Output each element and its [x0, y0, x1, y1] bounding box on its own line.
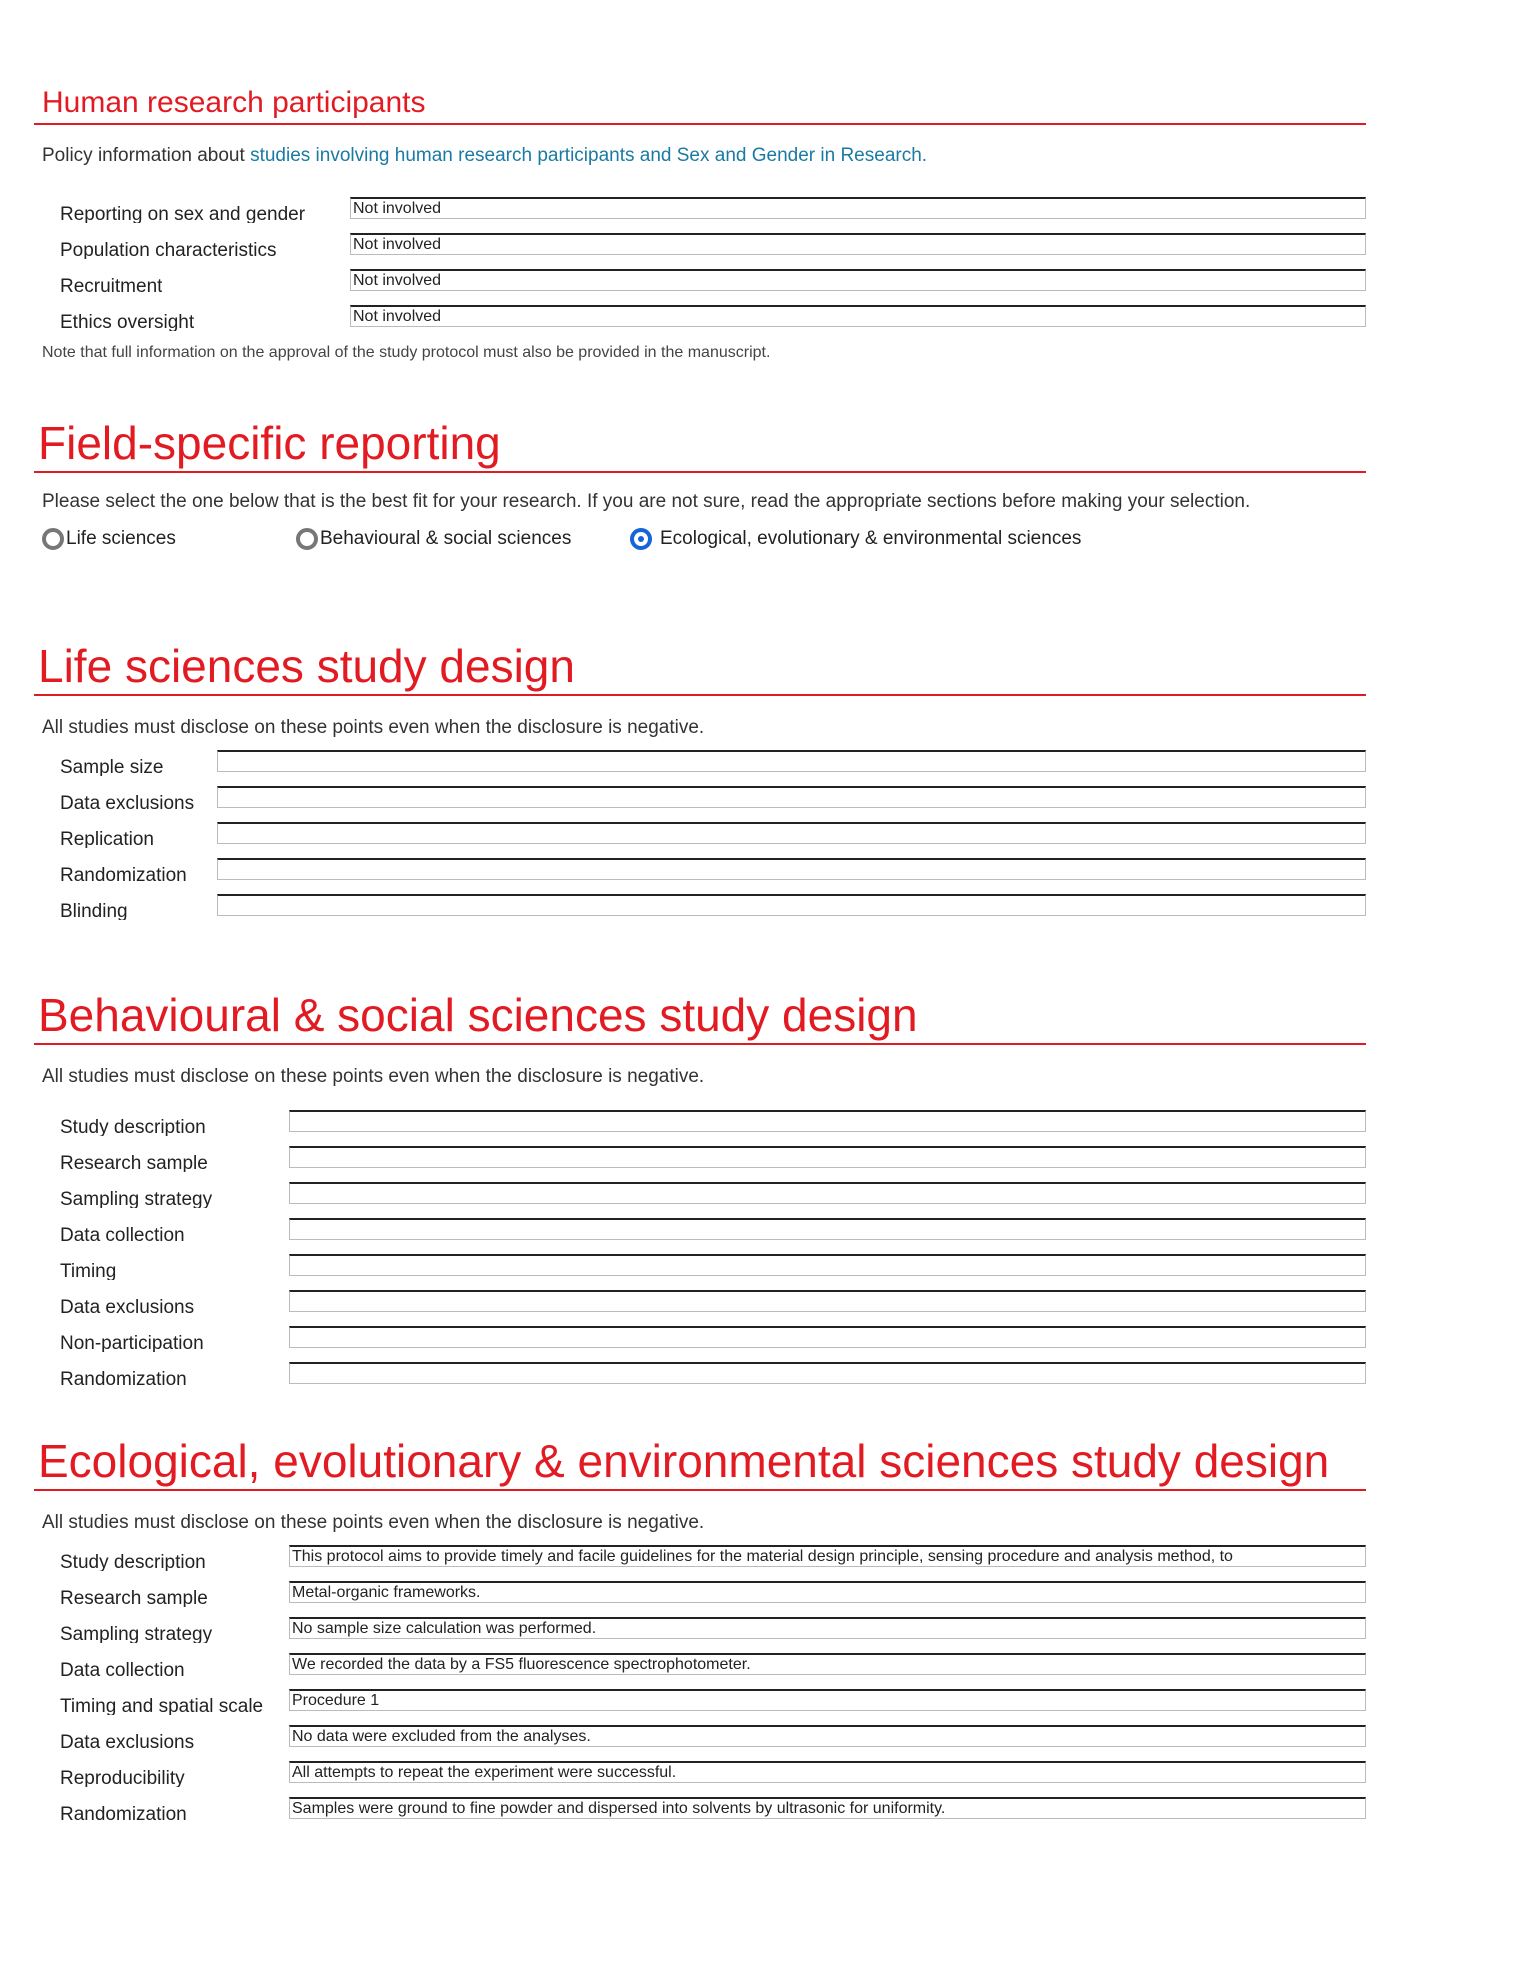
policy-prefix: Policy information about [42, 145, 251, 166]
field-instruction-text: Please select the one below that is the best fit for your research. If you are not sure, read the appropriate sections before making your selection. [42, 491, 1251, 512]
behav-research-sample-field[interactable] [289, 1146, 1366, 1168]
human-sex-gender-field[interactable]: Not involved [350, 197, 1366, 219]
radio-selected-icon [630, 528, 652, 550]
behav-sampling-strategy-field[interactable] [289, 1182, 1366, 1204]
field-label: Sampling strategy [60, 1624, 213, 1643]
behav-data-collection-field[interactable] [289, 1218, 1366, 1240]
life-row [34, 858, 1366, 882]
human-participants-section [34, 86, 1366, 125]
behav-fields [34, 1110, 1366, 1390]
human-population-field[interactable]: Not involved [350, 233, 1366, 255]
behav-row [34, 1182, 1366, 1206]
human-participants-heading: Human research participants [34, 86, 1366, 125]
field-label: Research sample [60, 1588, 208, 1607]
eco-row [34, 1653, 1366, 1677]
radio-label: Ecological, evolutionary & environmental sciences [660, 528, 1082, 549]
field-radio-group [34, 528, 1366, 562]
field-label: Data collection [60, 1660, 185, 1679]
eco-data-collection-field[interactable]: We recorded the data by a FS5 fluorescence spectrophotometer. [289, 1653, 1366, 1675]
radio-behavioural-social[interactable] [296, 528, 571, 550]
behav-row [34, 1110, 1366, 1134]
field-label: Study description [60, 1117, 206, 1136]
field-label: Data exclusions [60, 1732, 195, 1751]
life-sciences-section [34, 641, 1366, 696]
field-label: Non-participation [60, 1333, 204, 1352]
human-fields [34, 197, 1366, 333]
ecological-heading: Ecological, evolutionary & environmental sciences study design [34, 1436, 1366, 1491]
eco-intro-text: All studies must disclose on these points even when the disclosure is negative. [42, 1512, 705, 1533]
field-label: Sample size [60, 757, 164, 776]
behav-data-exclusions-field[interactable] [289, 1290, 1366, 1312]
approval-note-text: Note that full information on the approval of the study protocol must also be provided in the manuscript. [42, 344, 771, 361]
eco-row [34, 1545, 1366, 1569]
radio-unselected-icon [42, 528, 64, 550]
life-replication-field[interactable] [217, 822, 1366, 844]
field-label: Replication [60, 829, 154, 848]
radio-label: Behavioural & social sciences [320, 528, 572, 549]
eco-intro [34, 1512, 1366, 1534]
behav-timing-field[interactable] [289, 1254, 1366, 1276]
behav-study-description-field[interactable] [289, 1110, 1366, 1132]
human-recruitment-field[interactable]: Not involved [350, 269, 1366, 291]
behav-row [34, 1218, 1366, 1242]
behav-randomization-field[interactable] [289, 1362, 1366, 1384]
eco-row [34, 1617, 1366, 1641]
eco-row [34, 1761, 1366, 1785]
life-fields [34, 750, 1366, 922]
field-label: Timing [60, 1261, 117, 1280]
human-row [34, 305, 1366, 329]
behav-intro-text: All studies must disclose on these points even when the disclosure is negative. [42, 1066, 705, 1087]
life-row [34, 894, 1366, 918]
life-row [34, 822, 1366, 846]
eco-data-exclusions-field[interactable]: No data were excluded from the analyses. [289, 1725, 1366, 1747]
ecological-section [34, 1436, 1366, 1491]
field-label: Research sample [60, 1153, 208, 1172]
policy-link[interactable]: studies involving human research participants and Sex and Gender in Research. [250, 145, 928, 166]
eco-row [34, 1689, 1366, 1713]
field-label: Study description [60, 1552, 206, 1571]
eco-row [34, 1725, 1366, 1749]
field-label: Timing and spatial scale [60, 1696, 264, 1715]
eco-research-sample-field[interactable]: Metal-organic frameworks. [289, 1581, 1366, 1603]
life-row [34, 750, 1366, 774]
life-data-exclusions-field[interactable] [217, 786, 1366, 808]
eco-row [34, 1797, 1366, 1821]
radio-unselected-icon [296, 528, 318, 550]
field-label: Reporting on sex and gender [60, 204, 306, 223]
eco-reproducibility-field[interactable]: All attempts to repeat the experiment were successful. [289, 1761, 1366, 1783]
eco-timing-spatial-field[interactable]: Procedure 1 [289, 1689, 1366, 1711]
field-label: Ethics oversight [60, 312, 195, 331]
field-label: Sampling strategy [60, 1189, 213, 1208]
life-sample-size-field[interactable] [217, 750, 1366, 772]
life-sciences-heading: Life sciences study design [34, 641, 1366, 696]
eco-fields [34, 1545, 1366, 1825]
radio-life-sciences[interactable] [42, 528, 176, 550]
field-label: Blinding [60, 901, 128, 920]
behav-row [34, 1326, 1366, 1350]
human-row [34, 269, 1366, 293]
field-label: Recruitment [60, 276, 163, 295]
eco-study-description-field[interactable]: This protocol aims to provide timely and facile guidelines for the material design principle, sensing procedure and analysis method, to [289, 1545, 1366, 1567]
behav-non-participation-field[interactable] [289, 1326, 1366, 1348]
life-blinding-field[interactable] [217, 894, 1366, 916]
eco-sampling-strategy-field[interactable]: No sample size calculation was performed. [289, 1617, 1366, 1639]
life-intro [34, 717, 1366, 739]
policy-line [34, 145, 1366, 167]
field-instruction [34, 491, 1366, 513]
radio-label: Life sciences [66, 528, 176, 549]
field-specific-section [34, 418, 1366, 473]
field-label: Data collection [60, 1225, 185, 1244]
field-label: Data exclusions [60, 1297, 195, 1316]
behav-row [34, 1146, 1366, 1170]
radio-ecological[interactable] [630, 528, 1081, 550]
life-intro-text: All studies must disclose on these points even when the disclosure is negative. [42, 717, 705, 738]
eco-row [34, 1581, 1366, 1605]
human-ethics-field[interactable]: Not involved [350, 305, 1366, 327]
human-row [34, 233, 1366, 257]
field-label: Data exclusions [60, 793, 195, 812]
human-row [34, 197, 1366, 221]
behav-row [34, 1362, 1366, 1386]
behav-row [34, 1254, 1366, 1278]
eco-randomization-field[interactable]: Samples were ground to fine powder and dispersed into solvents by ultrasonic for uniformity. [289, 1797, 1366, 1819]
field-label: Reproducibility [60, 1768, 185, 1787]
field-label: Randomization [60, 1804, 187, 1823]
life-randomization-field[interactable] [217, 858, 1366, 880]
behav-intro [34, 1066, 1366, 1088]
behav-row [34, 1290, 1366, 1314]
field-label: Randomization [60, 1369, 187, 1388]
field-label: Population characteristics [60, 240, 277, 259]
field-specific-heading: Field-specific reporting [34, 418, 1366, 473]
behavioural-heading: Behavioural & social sciences study design [34, 990, 1366, 1045]
approval-note [34, 344, 1366, 362]
life-row [34, 786, 1366, 810]
behavioural-section [34, 990, 1366, 1045]
field-label: Randomization [60, 865, 187, 884]
